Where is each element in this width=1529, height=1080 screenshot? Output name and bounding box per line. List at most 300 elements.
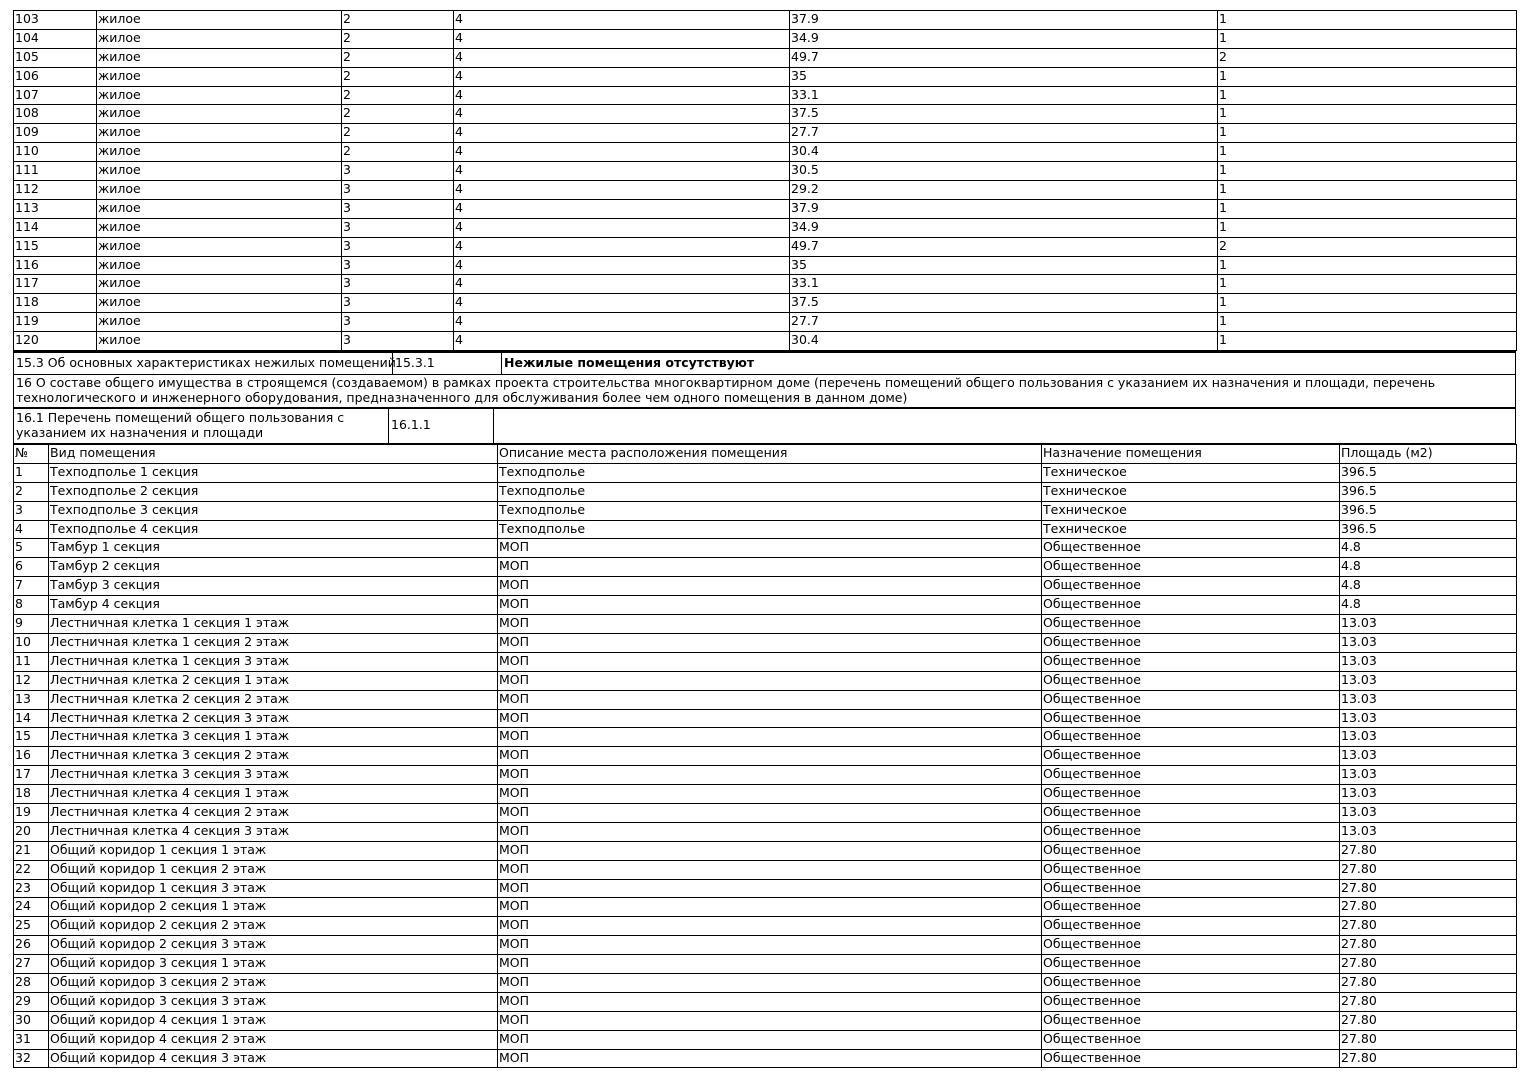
cell-location: МОП — [498, 917, 1042, 936]
section-15-3-label: 15.3 Об основных характеристиках нежилых помещений — [14, 353, 393, 374]
section-16-text: 16 О составе общего имущества в строящемся (создаваемом) в рамках проекта строительства многоквартирном доме (перечень помещений общего пользования с указанием их назначения и площади, перечень технологического и инженерного оборудования, предназначенного для обслуживания более чем одного помещения в данном доме) — [14, 374, 1515, 407]
cell-floor: 2 — [342, 29, 454, 48]
residential-table — [13, 10, 1517, 351]
cell-kind: Общий коридор 4 секция 3 этаж — [49, 1049, 498, 1068]
table-row — [14, 728, 1517, 747]
cell-no: 7 — [14, 577, 49, 596]
cell-floor: 3 — [342, 294, 454, 313]
cell-no: 2 — [14, 482, 49, 501]
table-row — [14, 690, 1517, 709]
cell-section: 4 — [454, 124, 790, 143]
cell-area: 13.03 — [1340, 671, 1517, 690]
header-no: № — [14, 445, 49, 464]
cell-section: 4 — [454, 181, 790, 200]
cell-area: 13.03 — [1340, 822, 1517, 841]
cell-area: 27.80 — [1340, 955, 1517, 974]
table-row — [14, 633, 1517, 652]
cell-kind: Техподполье 2 секция — [49, 482, 498, 501]
cell-type: жилое — [97, 256, 342, 275]
cell-rooms: 1 — [1218, 294, 1517, 313]
cell-type: жилое — [97, 162, 342, 181]
cell-area: 27.80 — [1340, 860, 1517, 879]
cell-area: 396.5 — [1340, 501, 1517, 520]
cell-section: 4 — [454, 199, 790, 218]
cell-type: жилое — [97, 86, 342, 105]
table-row — [14, 785, 1517, 804]
cell-location: Техподполье — [498, 501, 1042, 520]
cell-no: 120 — [14, 332, 97, 351]
cell-purpose: Общественное — [1042, 671, 1340, 690]
cell-purpose: Общественное — [1042, 803, 1340, 822]
cell-no: 107 — [14, 86, 97, 105]
table-row — [14, 879, 1517, 898]
cell-kind: Лестничная клетка 1 секция 2 этаж — [49, 633, 498, 652]
cell-no: 8 — [14, 596, 49, 615]
cell-no: 16 — [14, 747, 49, 766]
common-rooms-table — [13, 444, 1517, 1068]
cell-area: 13.03 — [1340, 615, 1517, 634]
cell-no: 115 — [14, 237, 97, 256]
cell-location: МОП — [498, 652, 1042, 671]
cell-kind: Общий коридор 4 секция 1 этаж — [49, 1011, 498, 1030]
cell-area: 13.03 — [1340, 652, 1517, 671]
cell-purpose: Общественное — [1042, 841, 1340, 860]
cell-no: 26 — [14, 936, 49, 955]
cell-section: 4 — [454, 313, 790, 332]
cell-no: 30 — [14, 1011, 49, 1030]
cell-no: 4 — [14, 520, 49, 539]
cell-no: 108 — [14, 105, 97, 124]
cell-section: 4 — [454, 275, 790, 294]
cell-kind: Общий коридор 2 секция 3 этаж — [49, 936, 498, 955]
cell-section: 4 — [454, 67, 790, 86]
cell-rooms: 1 — [1218, 29, 1517, 48]
cell-rooms: 1 — [1218, 181, 1517, 200]
cell-floor: 3 — [342, 199, 454, 218]
table-row — [14, 1011, 1517, 1030]
cell-kind: Техподполье 4 секция — [49, 520, 498, 539]
cell-rooms: 1 — [1218, 67, 1517, 86]
table-row — [14, 917, 1517, 936]
cell-no: 20 — [14, 822, 49, 841]
table-row — [14, 237, 1517, 256]
table-row — [14, 181, 1517, 200]
table-row — [14, 709, 1517, 728]
cell-no: 11 — [14, 652, 49, 671]
header-kind: Вид помещения — [49, 445, 498, 464]
cell-no: 15 — [14, 728, 49, 747]
cell-location: МОП — [498, 690, 1042, 709]
cell-location: МОП — [498, 1030, 1042, 1049]
cell-area: 37.5 — [790, 294, 1218, 313]
cell-location: МОП — [498, 879, 1042, 898]
header-purpose: Назначение помещения — [1042, 445, 1340, 464]
cell-no: 19 — [14, 803, 49, 822]
table-row — [14, 218, 1517, 237]
cell-rooms: 1 — [1218, 275, 1517, 294]
cell-kind: Тамбур 4 секция — [49, 596, 498, 615]
cell-kind: Лестничная клетка 4 секция 1 этаж — [49, 785, 498, 804]
cell-no: 12 — [14, 671, 49, 690]
cell-no: 112 — [14, 181, 97, 200]
cell-no: 103 — [14, 11, 97, 30]
cell-floor: 2 — [342, 11, 454, 30]
cell-kind: Лестничная клетка 3 секция 2 этаж — [49, 747, 498, 766]
cell-kind: Общий коридор 3 секция 1 этаж — [49, 955, 498, 974]
cell-rooms: 1 — [1218, 332, 1517, 351]
cell-purpose: Техническое — [1042, 482, 1340, 501]
cell-rooms: 2 — [1218, 48, 1517, 67]
cell-no: 106 — [14, 67, 97, 86]
cell-no: 31 — [14, 1030, 49, 1049]
cell-no: 27 — [14, 955, 49, 974]
cell-type: жилое — [97, 313, 342, 332]
cell-no: 22 — [14, 860, 49, 879]
cell-location: МОП — [498, 803, 1042, 822]
cell-area: 27.80 — [1340, 898, 1517, 917]
cell-floor: 3 — [342, 218, 454, 237]
nonresidential-row — [14, 351, 1515, 374]
cell-purpose: Общественное — [1042, 709, 1340, 728]
cell-area: 27.80 — [1340, 1030, 1517, 1049]
cell-area: 27.80 — [1340, 1011, 1517, 1030]
cell-kind: Тамбур 1 секция — [49, 539, 498, 558]
cell-no: 3 — [14, 501, 49, 520]
cell-purpose: Общественное — [1042, 936, 1340, 955]
cell-floor: 2 — [342, 67, 454, 86]
section-16-1-row — [14, 407, 1515, 443]
cell-purpose: Общественное — [1042, 822, 1340, 841]
cell-location: МОП — [498, 615, 1042, 634]
cell-location: Техподполье — [498, 520, 1042, 539]
cell-area: 13.03 — [1340, 766, 1517, 785]
cell-location: МОП — [498, 633, 1042, 652]
cell-area: 30.4 — [790, 143, 1218, 162]
cell-purpose: Общественное — [1042, 766, 1340, 785]
cell-area: 49.7 — [790, 237, 1218, 256]
cell-purpose: Общественное — [1042, 690, 1340, 709]
table-row — [14, 313, 1517, 332]
cell-location: МОП — [498, 955, 1042, 974]
table-row — [14, 11, 1517, 30]
cell-type: жилое — [97, 275, 342, 294]
cell-area: 35 — [790, 256, 1218, 275]
cell-area: 13.03 — [1340, 633, 1517, 652]
cell-purpose: Общественное — [1042, 785, 1340, 804]
section-15-3 — [13, 351, 1516, 444]
cell-area: 34.9 — [790, 29, 1218, 48]
cell-area: 35 — [790, 67, 1218, 86]
cell-location: МОП — [498, 973, 1042, 992]
cell-purpose: Техническое — [1042, 501, 1340, 520]
table-row — [14, 332, 1517, 351]
cell-type: жилое — [97, 332, 342, 351]
cell-floor: 2 — [342, 86, 454, 105]
cell-purpose: Общественное — [1042, 955, 1340, 974]
cell-rooms: 1 — [1218, 105, 1517, 124]
table-row — [14, 162, 1517, 181]
cell-kind: Лестничная клетка 2 секция 1 этаж — [49, 671, 498, 690]
cell-area: 27.80 — [1340, 973, 1517, 992]
cell-no: 104 — [14, 29, 97, 48]
cell-area: 37.9 — [790, 199, 1218, 218]
cell-no: 24 — [14, 898, 49, 917]
cell-area: 4.8 — [1340, 577, 1517, 596]
table-row — [14, 501, 1517, 520]
cell-kind: Общий коридор 1 секция 2 этаж — [49, 860, 498, 879]
cell-kind: Техподполье 1 секция — [49, 463, 498, 482]
table-row — [14, 936, 1517, 955]
cell-section: 4 — [454, 332, 790, 351]
cell-type: жилое — [97, 143, 342, 162]
cell-no: 17 — [14, 766, 49, 785]
table-row — [14, 105, 1517, 124]
cell-section: 4 — [454, 218, 790, 237]
cell-rooms: 1 — [1218, 143, 1517, 162]
cell-location: МОП — [498, 747, 1042, 766]
cell-purpose: Общественное — [1042, 898, 1340, 917]
cell-purpose: Общественное — [1042, 633, 1340, 652]
table-row — [14, 1030, 1517, 1049]
cell-kind: Лестничная клетка 2 секция 3 этаж — [49, 709, 498, 728]
cell-no: 111 — [14, 162, 97, 181]
cell-kind: Лестничная клетка 4 секция 2 этаж — [49, 803, 498, 822]
cell-purpose: Общественное — [1042, 973, 1340, 992]
cell-area: 27.80 — [1340, 879, 1517, 898]
table-row — [14, 143, 1517, 162]
table-row — [14, 86, 1517, 105]
cell-kind: Лестничная клетка 1 секция 1 этаж — [49, 615, 498, 634]
cell-area: 29.2 — [790, 181, 1218, 200]
cell-type: жилое — [97, 67, 342, 86]
cell-no: 9 — [14, 615, 49, 634]
table-row — [14, 199, 1517, 218]
table-row — [14, 992, 1517, 1011]
cell-floor: 2 — [342, 124, 454, 143]
cell-type: жилое — [97, 124, 342, 143]
cell-kind: Лестничная клетка 2 секция 2 этаж — [49, 690, 498, 709]
table-row — [14, 482, 1517, 501]
cell-area: 27.7 — [790, 124, 1218, 143]
cell-rooms: 1 — [1218, 86, 1517, 105]
cell-location: МОП — [498, 596, 1042, 615]
cell-section: 4 — [454, 237, 790, 256]
residential-table-body — [14, 11, 1517, 351]
cell-no: 6 — [14, 558, 49, 577]
table-row — [14, 463, 1517, 482]
table-row — [14, 615, 1517, 634]
cell-area: 37.9 — [790, 11, 1218, 30]
cell-no: 10 — [14, 633, 49, 652]
cell-type: жилое — [97, 29, 342, 48]
cell-area: 37.5 — [790, 105, 1218, 124]
cell-area: 13.03 — [1340, 728, 1517, 747]
table-row — [14, 671, 1517, 690]
cell-location: МОП — [498, 709, 1042, 728]
cell-kind: Общий коридор 3 секция 3 этаж — [49, 992, 498, 1011]
cell-kind: Тамбур 3 секция — [49, 577, 498, 596]
cell-location: МОП — [498, 1049, 1042, 1068]
cell-area: 13.03 — [1340, 747, 1517, 766]
table-row — [14, 652, 1517, 671]
cell-purpose: Общественное — [1042, 879, 1340, 898]
cell-rooms: 2 — [1218, 237, 1517, 256]
cell-kind: Тамбур 2 секция — [49, 558, 498, 577]
document-page — [13, 10, 1516, 1068]
cell-floor: 3 — [342, 313, 454, 332]
cell-no: 117 — [14, 275, 97, 294]
cell-area: 27.80 — [1340, 936, 1517, 955]
table-row — [14, 747, 1517, 766]
header-area: Площадь (м2) — [1340, 445, 1517, 464]
cell-no: 5 — [14, 539, 49, 558]
cell-purpose: Общественное — [1042, 992, 1340, 1011]
table-row — [14, 275, 1517, 294]
cell-section: 4 — [454, 86, 790, 105]
header-location: Описание места расположения помещения — [498, 445, 1042, 464]
table-row — [14, 803, 1517, 822]
table-row — [14, 520, 1517, 539]
cell-section: 4 — [454, 143, 790, 162]
table-row — [14, 822, 1517, 841]
cell-purpose: Общественное — [1042, 728, 1340, 747]
table-row — [14, 898, 1517, 917]
cell-kind: Лестничная клетка 4 секция 3 этаж — [49, 822, 498, 841]
cell-area: 27.80 — [1340, 917, 1517, 936]
cell-rooms: 1 — [1218, 124, 1517, 143]
cell-purpose: Общественное — [1042, 747, 1340, 766]
cell-area: 396.5 — [1340, 463, 1517, 482]
cell-area: 49.7 — [790, 48, 1218, 67]
cell-type: жилое — [97, 218, 342, 237]
cell-area: 4.8 — [1340, 539, 1517, 558]
cell-location: МОП — [498, 558, 1042, 577]
cell-location: МОП — [498, 841, 1042, 860]
table-row — [14, 48, 1517, 67]
cell-kind: Общий коридор 2 секция 1 этаж — [49, 898, 498, 917]
cell-type: жилое — [97, 237, 342, 256]
cell-area: 27.80 — [1340, 992, 1517, 1011]
cell-section: 4 — [454, 256, 790, 275]
cell-area: 13.03 — [1340, 785, 1517, 804]
cell-area: 30.4 — [790, 332, 1218, 351]
cell-rooms: 1 — [1218, 199, 1517, 218]
cell-section: 4 — [454, 105, 790, 124]
cell-no: 25 — [14, 917, 49, 936]
cell-location: МОП — [498, 539, 1042, 558]
cell-kind: Общий коридор 4 секция 2 этаж — [49, 1030, 498, 1049]
cell-kind: Общий коридор 1 секция 1 этаж — [49, 841, 498, 860]
cell-kind: Лестничная клетка 3 секция 1 этаж — [49, 728, 498, 747]
cell-location: МОП — [498, 785, 1042, 804]
cell-area: 4.8 — [1340, 558, 1517, 577]
cell-area: 33.1 — [790, 86, 1218, 105]
table-row — [14, 294, 1517, 313]
cell-no: 113 — [14, 199, 97, 218]
cell-floor: 3 — [342, 256, 454, 275]
cell-rooms: 1 — [1218, 162, 1517, 181]
cell-type: жилое — [97, 105, 342, 124]
cell-no: 29 — [14, 992, 49, 1011]
cell-purpose: Общественное — [1042, 1011, 1340, 1030]
cell-section: 4 — [454, 29, 790, 48]
table-row — [14, 766, 1517, 785]
cell-location: МОП — [498, 936, 1042, 955]
table-row — [14, 973, 1517, 992]
cell-purpose: Общественное — [1042, 917, 1340, 936]
cell-location: МОП — [498, 822, 1042, 841]
cell-kind: Техподполье 3 секция — [49, 501, 498, 520]
cell-purpose: Общественное — [1042, 652, 1340, 671]
cell-purpose: Техническое — [1042, 463, 1340, 482]
cell-type: жилое — [97, 199, 342, 218]
cell-area: 33.1 — [790, 275, 1218, 294]
cell-no: 109 — [14, 124, 97, 143]
cell-no: 18 — [14, 785, 49, 804]
cell-floor: 3 — [342, 237, 454, 256]
table-row — [14, 577, 1517, 596]
cell-no: 21 — [14, 841, 49, 860]
cell-rooms: 1 — [1218, 256, 1517, 275]
cell-rooms: 1 — [1218, 11, 1517, 30]
cell-no: 13 — [14, 690, 49, 709]
cell-area: 27.80 — [1340, 1049, 1517, 1068]
cell-section: 4 — [454, 294, 790, 313]
cell-type: жилое — [97, 48, 342, 67]
cell-location: МОП — [498, 577, 1042, 596]
cell-no: 118 — [14, 294, 97, 313]
cell-floor: 3 — [342, 181, 454, 200]
cell-location: МОП — [498, 671, 1042, 690]
cell-kind: Общий коридор 1 секция 3 этаж — [49, 879, 498, 898]
cell-no: 119 — [14, 313, 97, 332]
cell-location: Техподполье — [498, 482, 1042, 501]
cell-floor: 3 — [342, 275, 454, 294]
cell-section: 4 — [454, 48, 790, 67]
cell-purpose: Техническое — [1042, 520, 1340, 539]
cell-purpose: Общественное — [1042, 1030, 1340, 1049]
cell-area: 4.8 — [1340, 596, 1517, 615]
cell-type: жилое — [97, 294, 342, 313]
section-16-1-code: 16.1.1 — [389, 409, 494, 443]
section-16-1-empty — [494, 409, 1515, 443]
cell-purpose: Общественное — [1042, 558, 1340, 577]
cell-purpose: Общественное — [1042, 615, 1340, 634]
section-15-3-code: 15.3.1 — [393, 353, 502, 374]
table-row — [14, 596, 1517, 615]
cell-area: 27.7 — [790, 313, 1218, 332]
cell-section: 4 — [454, 162, 790, 181]
cell-location: МОП — [498, 728, 1042, 747]
section-15-3-value: Нежилые помещения отсутствуют — [504, 355, 755, 371]
table-row — [14, 841, 1517, 860]
cell-location: Техподполье — [498, 463, 1042, 482]
cell-kind: Общий коридор 2 секция 2 этаж — [49, 917, 498, 936]
cell-rooms: 1 — [1218, 313, 1517, 332]
table-row — [14, 67, 1517, 86]
cell-location: МОП — [498, 860, 1042, 879]
cell-no: 105 — [14, 48, 97, 67]
cell-purpose: Общественное — [1042, 860, 1340, 879]
cell-location: МОП — [498, 766, 1042, 785]
cell-kind: Общий коридор 3 секция 2 этаж — [49, 973, 498, 992]
cell-no: 116 — [14, 256, 97, 275]
cell-purpose: Общественное — [1042, 577, 1340, 596]
cell-area: 396.5 — [1340, 482, 1517, 501]
cell-floor: 3 — [342, 162, 454, 181]
cell-floor: 2 — [342, 48, 454, 67]
section-16-1-label: 16.1 Перечень помещений общего пользования с указанием их назначения и площади — [14, 409, 389, 443]
